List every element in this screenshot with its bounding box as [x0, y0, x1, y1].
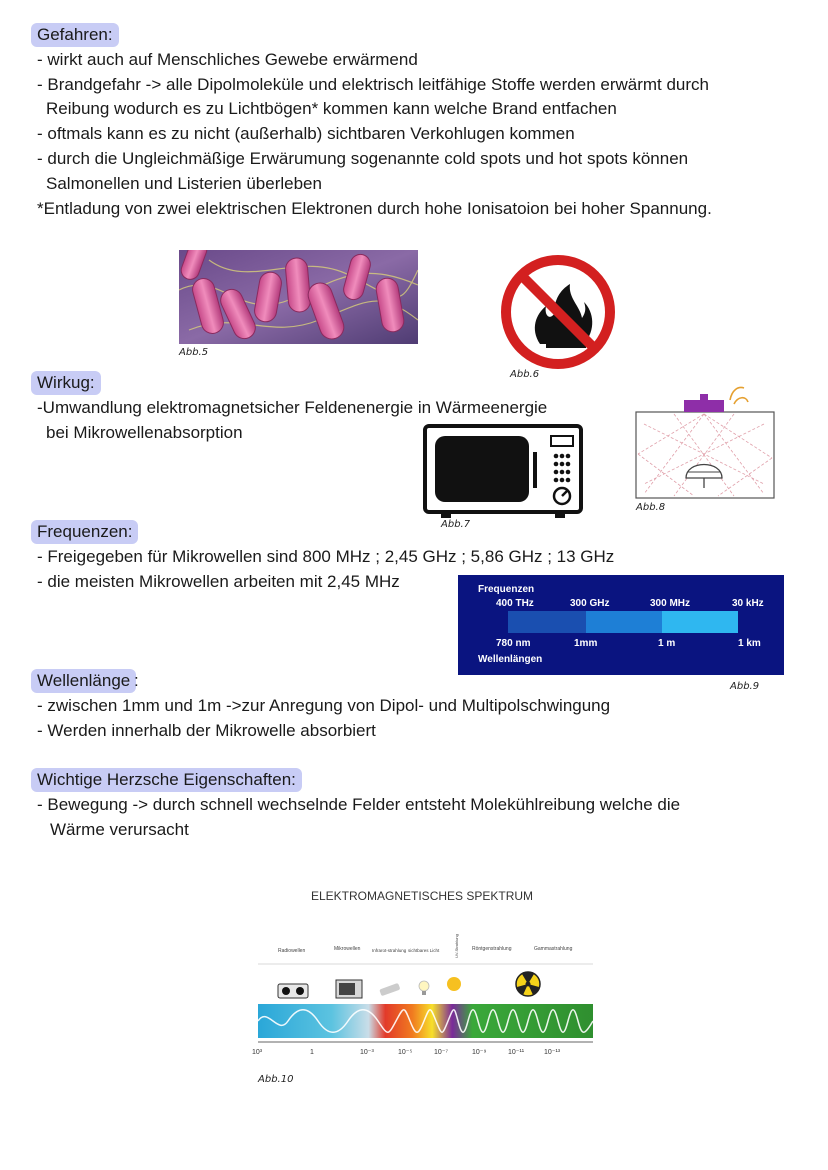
band-micro: Mikrowellen — [334, 946, 361, 952]
microwave-icon — [423, 424, 583, 520]
freq-chart-title: Frequenzen — [478, 584, 535, 595]
tick-7: 10⁻¹¹ — [508, 1049, 525, 1056]
tick-1: 10³ — [252, 1049, 263, 1056]
radio-icon — [278, 984, 308, 998]
gefahren-footnote: *Entladung von zwei elektrischen Elektronen durch hohe Ionisatoion bei hoher Spannung. — [37, 199, 712, 218]
wave-label-3: 1 m — [658, 638, 676, 649]
heading-wellenlaenge-colon: : — [134, 671, 139, 690]
spectrum-title: ELEKTROMAGNETISCHES SPEKTRUM — [311, 889, 534, 903]
band-radio: Radiowellen — [278, 948, 306, 954]
band-uv: UV-Strahlung — [454, 934, 459, 958]
tick-5: 10⁻⁷ — [434, 1049, 449, 1056]
em-spectrum-image — [248, 880, 603, 1070]
gefahren-line-3: Reibung wodurch es zu Lichtbögen* kommen kann welche Brand entfachen — [46, 99, 617, 118]
freq-label-2: 300 GHz — [570, 598, 610, 609]
heading-wellenlaenge — [31, 669, 136, 693]
wave-label-2: 1mm — [574, 638, 598, 649]
heading-wellenlaenge-text: Wellenlänge — [37, 671, 131, 690]
wirkung-line-2: bei Mikrowellenabsorption — [46, 423, 243, 442]
remote-icon — [379, 983, 400, 996]
caption-abb10: Abb.10 — [258, 1074, 294, 1085]
microwave-sketch-image — [634, 384, 778, 500]
wellenlaenge-line-1: - zwischen 1mm und 1m ->zur Anregung von Dipol- und Multipolschwingung — [37, 696, 611, 715]
band-gamma: Gammastrahlung — [534, 946, 573, 952]
heading-eigenschaften: Wichtige Herzsche Eigenschaften: — [31, 768, 302, 792]
freq-label-3: 300 MHz — [650, 598, 691, 609]
sun-icon — [447, 977, 461, 991]
caption-abb7: Abb.7 — [441, 519, 471, 530]
caption-abb5: Abb.5 — [179, 347, 209, 358]
heading-wirkung: Wirkug: — [31, 371, 101, 395]
wave-chart-footer: Wellenlängen — [478, 654, 543, 665]
gefahren-line-1: - wirkt auch auf Menschliches Gewebe erwärmend — [37, 50, 418, 69]
no-fire-sign-icon — [500, 254, 616, 370]
gefahren-line-5: - durch die Ungleichmäßige Erwärumung sogenannte cold spots und hot spots können — [37, 149, 689, 168]
band-ir: Infrarot-strahlung — [372, 948, 407, 953]
gefahren-line-6: Salmonellen und Listerien überleben — [46, 174, 322, 193]
heading-gefahren: Gefahren: — [31, 23, 119, 47]
tick-4: 10⁻⁵ — [398, 1049, 413, 1056]
gefahren-line-4: - oftmals kann es zu nicht (außerhalb) sichtbaren Verkohlugen kommen — [37, 124, 575, 143]
caption-abb8: Abb.8 — [636, 502, 666, 513]
tick-6: 10⁻⁹ — [472, 1049, 487, 1056]
eigenschaften-line-1: - Bewegung -> durch schnell wechselnde Felder entsteht Molekühlreibung welche die — [37, 795, 681, 814]
frequenzen-line-2: - die meisten Mikrowellen arbeiten mit 2,45 MHz — [37, 572, 400, 591]
bacteria-image — [179, 250, 418, 344]
eigenschaften-line-2: Wärme verursacht — [50, 820, 189, 839]
freq-label-4: 30 kHz — [732, 598, 764, 609]
heading-frequenzen: Frequenzen: — [31, 520, 138, 544]
frequenzen-line-1: - Freigegeben für Mikrowellen sind 800 MHz ; 2,45 GHz ; 5,86 GHz ; 13 GHz — [37, 547, 615, 566]
caption-abb9: Abb.9 — [730, 681, 760, 692]
gefahren-line-2: - Brandgefahr -> alle Dipolmoleküle und elektrisch leitfähige Stoffe werden erwärmt durch — [37, 75, 710, 94]
radiation-icon — [516, 972, 540, 996]
microwave-small-icon — [336, 980, 362, 998]
freq-label-1: 400 THz — [496, 598, 534, 609]
band-visible: sichtbares Licht — [408, 948, 440, 953]
caption-abb6: Abb.6 — [510, 369, 540, 380]
bulb-icon — [419, 981, 429, 995]
wirkung-line-1: -Umwandlung elektromagnetsicher Feldenenergie in Wärmeenergie — [37, 398, 548, 417]
tick-3: 10⁻³ — [360, 1049, 374, 1056]
frequency-band-chart — [458, 575, 784, 675]
wave-label-1: 780 nm — [496, 638, 531, 649]
band-xray: Röntgenstrahlung — [472, 946, 512, 952]
tick-2: 1 — [310, 1049, 314, 1056]
wave-label-4: 1 km — [738, 638, 761, 649]
wellenlaenge-line-2: - Werden innerhalb der Mikrowelle absorbiert — [37, 721, 376, 740]
tick-8: 10⁻¹³ — [544, 1049, 561, 1056]
